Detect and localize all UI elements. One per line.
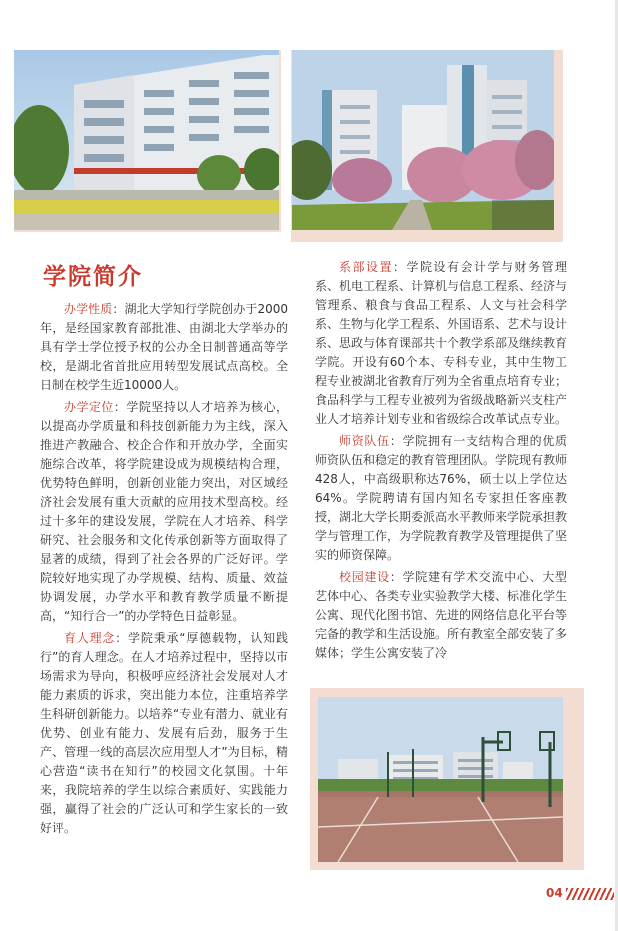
heading-philosophy: 育人理念 bbox=[64, 631, 116, 645]
paragraph-nature bbox=[40, 300, 288, 395]
campus-blossom-photo bbox=[292, 50, 554, 230]
paragraph-faculty bbox=[315, 432, 567, 565]
text-philosophy: ：学院秉承“厚德载物，认知践行”的育人理念。在人才培养过程中，坚持以市场需求为导向，积极呼应经济社会发展对人才能力素质的诉求，突出能力本位，注重培养学生科研创新能力。以培养“专业有潜力、就业有优势、创业有能力、发展有后劲，服务于生产、管理一线的高层次应用型人才”为目标，精心营造“读书在知行”的校园文化氛围。十年来，我院培养的学生以综合素质好、实践能力强，赢得了社会的广泛认可和学生家长的一致好评。 bbox=[40, 631, 288, 835]
paragraph-philosophy bbox=[40, 629, 288, 838]
text-campus: ：学院建有学术交流中心、大型艺体中心、各类专业实验教学大楼、标准化学生公寓、现代化图书馆、先进的网络信息化平台等完备的教学和生活设施。所有教室全部安装了多媒体；学生公寓安装了冷 bbox=[315, 570, 568, 660]
right-column bbox=[315, 258, 567, 666]
paragraph-positioning bbox=[40, 398, 288, 626]
heading-nature: 办学性质 bbox=[64, 302, 113, 316]
text-positioning: ：学院坚持以人才培养为核心，以提高办学质量和科技创新能力为主线，深入推进产教融合、校企合作和开放办学，全面实施综合改革，将学院建设成为规模结构合理，优势特色鲜明，创新创业能力突出，对区域经济社会发展有重大贡献的应用技术型高校。经过十多年的建设发展，学院在人才培养、科学研究、社会服务和文化传承创新等方面取得了显著的成绩，得到了社会各界的广泛好评。学院较好地实现了办学规模、结构、质量、效益协调发展，办学水平和教育教学质量不断提高，“知行合一”的办学特色日益彰显。 bbox=[40, 400, 288, 623]
paragraph-campus bbox=[315, 568, 567, 663]
campus-building-photo bbox=[14, 50, 279, 230]
heading-campus: 校园建设 bbox=[339, 570, 390, 584]
heading-positioning: 办学定位 bbox=[64, 400, 114, 414]
left-column bbox=[40, 300, 288, 841]
paragraph-departments bbox=[315, 258, 567, 429]
heading-departments: 系部设置 bbox=[339, 260, 393, 274]
page-number: 04 bbox=[546, 886, 563, 900]
basketball-court-photo bbox=[318, 697, 563, 862]
heading-faculty: 师资队伍 bbox=[339, 434, 390, 448]
page-title: 学院简介 bbox=[43, 263, 143, 290]
decorative-stripes bbox=[566, 888, 614, 900]
text-nature: ：湖北大学知行学院创办于2000年，是经国家教育部批准、由湖北大学举办的具有学士学位授予权的公办全日制普通高等学校，是湖北省首批应用转型发展试点高校。全日制在校学生近10000人。 bbox=[40, 302, 288, 392]
text-departments: ：学院设有会计学与财务管理系、机电工程系、计算机与信息工程系、经济与管理系、粮食与食品工程系、人文与社会科学系、生物与化学工程系、外国语系、艺术与设计系、思政与体育课部共十个教学系部及继续教育学院。开设有60个本、专科专业，其中生物工程专业被湖北省教育厅列为全省重点培育专业；食品科学与工程专业被列为省级战略新兴支柱产业人才培养计划专业和省级综合改革试点专业。 bbox=[315, 260, 568, 426]
text-faculty: ：学院拥有一支结构合理的优质师资队伍和稳定的教育管理团队。学院现有教师428人，中高级职称达76%，硕士以上学位达64%。学院聘请有国内知名专家担任客座教授，湖北大学长期委派高水平教师来学院承担教学与管理工作，为学院教育教学及管理提供了坚实的师资保障。 bbox=[315, 434, 568, 562]
